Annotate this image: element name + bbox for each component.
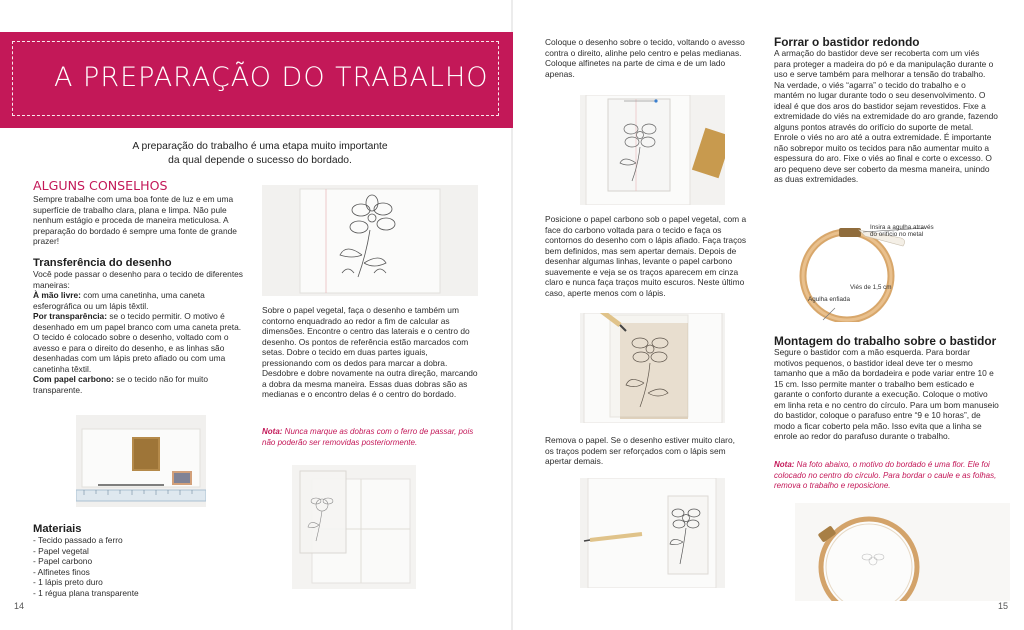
materials-item: - Alfinetes finos: [33, 566, 90, 577]
materials-list: [33, 535, 139, 598]
note-folds: [262, 427, 477, 448]
hoop-heading: Forrar o bastidor redondo: [774, 35, 920, 49]
carbon-label: Com papel carbono:: [33, 374, 114, 384]
page-title: A PREPARAÇÃO DO TRABALHO: [54, 62, 489, 93]
transfer-block: [33, 269, 245, 395]
materials-heading: Materiais: [33, 523, 82, 535]
place-text: Coloque o desenho sobre o tecido, voltando o avesso contra o direito, alinhe pelo centro e pelas medianas. Coloque alfinetes na parte de cima e de um lado apenas.: [545, 37, 745, 79]
materials-item: - Papel vegetal: [33, 545, 89, 556]
note-flower-label: Nota:: [774, 460, 795, 469]
materials-item: - 1 régua plana transparente: [33, 587, 139, 598]
photo-mounted-hoop: [795, 503, 1010, 601]
transparency-label: Por transparência:: [33, 311, 108, 321]
freehand-text: com uma canetinha, uma caneta esferográfica ou um lápis têxtil.: [33, 290, 205, 311]
carbon-position-text: Posicione o papel carbono sob o papel vegetal, com a face do carbono voltada para o tecido e faça os contornos do desenho com o lápis afiado. Faça traços bem definidos, mas sem apertar demais. Depois de desenhar algumas linhas, levante o papel carbono suavemente e veja se os traços aparecem em cinza claro e nunca faça traços muito escuros. Neste último caso, aperte menos com o lápis.: [545, 214, 747, 298]
label-threaded-needle: Agulha enfiada: [808, 296, 851, 303]
carbon-text: se o tecido não for muito transparente.: [33, 374, 209, 395]
label-bias: Viés de 1,5 cm: [850, 284, 892, 291]
materials-item: - Papel carbono: [33, 556, 93, 566]
title-banner: [0, 32, 513, 128]
photo-final-drawing: [580, 478, 725, 588]
advice-text: Sempre trabalhe com uma boa fonte de luz e em uma superfície de trabalho clara, plana e limpa. Não pule nenhum estágio e proceda de maneira meticulosa. A preparação do bordado é sempre uma fonte de grande prazer!: [33, 194, 237, 246]
page-number-left: 14: [14, 601, 25, 611]
note-folds-label: Nota:: [262, 427, 283, 436]
photo-pinned-design: [580, 95, 725, 205]
remove-text: Remova o papel. Se o desenho estiver muito claro, os traços podem ser reforçados com o lápis sem apertar demais.: [545, 435, 735, 466]
mount-text: Segure o bastidor com a mão esquerda. Para bordar motivos pequenos, o bastidor ideal deve ter o mesmo tamanho que a mão da bordadeira e pode variar entre 10 e 15 cm. Isso permite manter o trabalho bem esticado e garante o conforto durante a execução. Coloque o motivo em linha reta e no centro do círculo. Para um bom manuseio do bastidor, coloque o parafuso entre “9 e 10 horas”, de modo a ficar coberto pela mão. Isso evita que a linha se enrole ao redor do parafuso durante o trabalho.: [774, 347, 999, 441]
materials-item: - 1 lápis preto duro: [33, 577, 103, 587]
photo-pencil-tracing: [580, 313, 725, 423]
freehand-label: À mão livre:: [33, 290, 81, 300]
advice-heading: ALGUNS CONSELHOS: [33, 178, 168, 193]
transfer-heading: Transferência do desenho: [33, 257, 172, 269]
note-folds-text: Nunca marque as dobras com o ferro de passar, pois não poderão ser removidas posteriormente.: [262, 427, 474, 447]
transfer-intro: Você pode passar o desenho para o tecido de diferentes maneiras:: [33, 269, 243, 290]
label-needle-insert: Insira a agulha através do orifício no metal: [870, 224, 934, 238]
page-number-right: 15: [998, 601, 1009, 611]
intro-text: A preparação do trabalho é uma etapa muito importante da qual depende o sucesso do bordado.: [132, 141, 388, 166]
materials-item: - Tecido passado a ferro: [33, 535, 123, 545]
hoop-text: A armação do bastidor deve ser recoberta com um viés para proteger a madeira do pó e da manipulação durante o uso e serve também para melhorar a tensão do trabalho. Na verdade, o viés “agarra” o tecido do trabalho e o mantém no lugar durante todo o seu desenvolvimento. O ideal é que dos aros do bastidor sejam revestidos. Fixe a extremidade do viés na extremidade do aro grande, fazendo alguns pontos através do orifício do suporte de metal. Enrole o viés no aro até a outra extremidade. É importante não sobrepor muito os tecidos para não aumentar muito a espessura do aro. Fixe o viés ao final e corte o excesso. O aro pequeno deve ser coberto da mesma maneira, unindo as duas extremidades.: [774, 48, 998, 184]
mount-heading: Montagem do trabalho sobre o bastidor: [774, 334, 997, 348]
note-flower: [774, 460, 1000, 492]
photo-flower-drawing: [262, 185, 478, 296]
transparency-text: se o tecido permitir. O motivo é desenhado em um papel branco com uma caneta preta. O tecido é colocado sobre o desenho, voltado com o avesso e para o direito do desenho, e as linhas são desenhadas com um lápis preto afiado ou com uma canetinha têxtil.: [33, 311, 242, 374]
note-flower-text: Na foto abaixo, o motivo do bordado é uma flor. Ele foi colocado no centro do círculo. Para bordar o caule e as folhas, remova o trabalho e reposicione.: [774, 460, 997, 490]
vegetal-text: Sobre o papel vegetal, faça o desenho e também um contorno enquadrado ao redor a fim de calcular as dimensões. Encontre o centro das laterais e o centro do desenho. Os pontos de referência estão marcados com setas. Dobre o tecido em duas partes iguais, pressionando com os dedos para marcar a dobra. Desdobre e dobre novamente na outra direção, marcando a dobra da mesma maneira. Essas duas dobras são as medianas e o encontro delas é o centro do bordado.: [262, 305, 478, 399]
photo-carbon-ruler: [76, 415, 206, 507]
photo-folded-fabric: [292, 465, 416, 589]
